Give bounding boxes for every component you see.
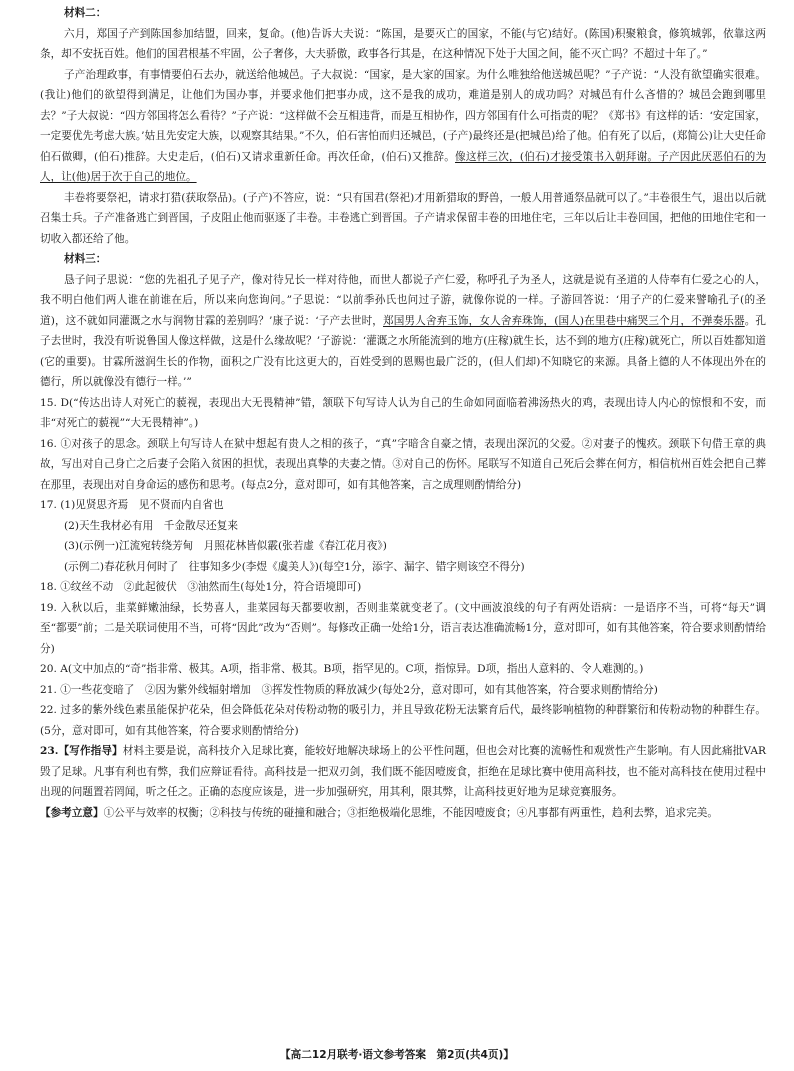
material-3-paragraph (40, 270, 766, 393)
writing-guide-text: 材料主要是说，高科技介入足球比赛，能较好地解决球场上的公平性问题，但也会对比赛的流畅性和观赏性产生影响。有人因此痛批VAR毁了足球。凡事有利也有弊，我们应辩证看待。高科技是一把双刃剑，我们既不能因噎废食，拒绝在足球比赛中使用高科技，也不能对高科技在使用过程中出现的问题置若罔闻，听之任之。正确的态度应该是，进一步加强研究，用其利，限其弊，让高科技更好地为足球竞赛服务。 (40, 745, 766, 798)
answer-19: 19. 入秋以后，韭菜鲜嫩油绿，长势喜人，韭菜园每天都要收割，否则韭菜就变老了。(文中画波浪线的句子有两处语病：一是语序不当，可将“每天”调至“都要”前；二是关联词使用不当，可将“因此”改为“否则”。每修改正确一处给1分，语言表达准确流畅1分，意对即可，如有其他答案，符合要求则酌情给分) (40, 601, 766, 655)
answer-23-reference (40, 803, 766, 824)
material-2-paragraph-2-text: 子产治理政事，有事情要伯石去办，就送给他城邑。子大叔说：“国家，是大家的国家。为什么唯独给他送城邑呢？”子产说：“人没有欲望确实很难。(我让)他们的欲望得到满足，让他们为国办事，并要求他们把事办成，这不是我的成功，难道是别人的成功吗？对城邑有什么吝惜的？城邑会跑到哪里去？”子大叔说：“四方邻国将怎么看待？”子产说：“这样做不会互相违背，而是互相协作，四方邻国有什么可指责的呢？《郑书》有这样的话：‘安定国家，一定要优先考虑大族。’姑且先安定大族，以观察其结果。”不久，伯石害怕而归还城邑，(子产)最终还是(把城邑)给了他。伯有死了以后，(郑简公)让大史任命伯石做卿，(伯石)推辞。大史走后，(伯石)又请求重新任命。再次任命，(伯石)又推辞。 (40, 68, 766, 163)
answer-16: 16. ①对孩子的思念。颈联上句写诗人在狱中想起有贵人之相的孩子，“真”字暗含自豪之情，表现出深沉的父爱。②对妻子的愧疚。颈联下句借王章的典故，写出对自己身亡之后妻子会陷入贫困的担忧，表现出真挚的夫妻之情。③对自己的伤怀。尾联写不知道自己死后会葬在何方，相信杭州百姓会把自己葬在那里，表现出对自身命运的感伤和思考。(每点2分，意对即可，如有其他答案，言之成理则酌情给分) (40, 437, 766, 491)
material-3-text-b: 。孔子去世时，我没有听说鲁国人像这样做，这是什么缘故呢？’子游说：‘灌溉之水所能流到的地方(庄稼)就生长，达不到的地方(庄稼)就死亡，所以百姓都知道(它的重要)。甘霖所滋润生长的作物，面积之广没有比这更大的，百姓受到的恩赐也最广泛的，(但人们却)不知晓它的来源。具备上德的人不体现出外在的德行，所以就像没有德行一样。’” (40, 314, 767, 388)
answer-17-2: (2)天生我材必有用 千金散尽还复来 (64, 519, 238, 532)
answer-17-3b: (示例二)春花秋月何时了 往事知多少(李煜《虞美人》)(每空1分，添字、漏字、错字则该空不得分) (64, 560, 525, 573)
reference-theme-text: ①公平与效率的权衡；②科技与传统的碰撞和融合；③拒绝极端化思维，不能因噎废食；④凡事都有两重性，趋利去弊，追求完美。 (103, 806, 718, 819)
answer-15: 15. D(“传达出诗人对死亡的藐视，表现出大无畏精神”错，颔联下句写诗人认为自己的生命如同面临着沸汤热火的鸡，表现出诗人内心的惊恨和不安，而非“对死亡的藐视”“大无畏精神”。) (40, 396, 766, 429)
answer-21: 21. ①一些花变暗了 ②因为紫外线辐射增加 ③挥发性物质的释放减少(每处2分，意对即可，如有其他答案，符合要求则酌情给分) (40, 683, 658, 696)
answer-22: 22. 过多的紫外线色素虽能保护花朵，但会降低花朵对传粉动物的吸引力，并且导致花粉无法繁育后代，最终影响植物的种群繁衍和传粉动物的种群生存。(5分，意对即可，如有其他答案，符合要求则酌情给分) (40, 704, 766, 737)
material-2-paragraph-2 (40, 65, 766, 188)
page-footer: 【高二12月联考·语文参考答案 第2页(共4页)】 (280, 1049, 514, 1061)
answer-18: 18. ①纹丝不动 ②此起彼伏 ③油然而生(每处1分，符合语境即可) (40, 581, 362, 593)
material-2-paragraph-3: 丰卷将要祭祀，请求打猎(获取祭品)。(子产)不答应，说：“只有国君(祭祀)才用新猎取的野兽，一般人用普通祭品就可以了。”丰卷很生气，退出以后就召集士兵。子产准备逃亡到晋国，子皮阻止他而驱逐了丰卷。丰卷逃亡到晋国。子产请求保留丰卷的田地住宅，三年以后让丰卷回国，把他的田地住宅和一切收入都还给了他。 (40, 191, 766, 245)
material-2-heading: 材料二： (64, 7, 107, 19)
material-3-heading: 材料三： (64, 253, 107, 265)
material-3-text-a: 恳子问子思说：“您的先祖孔子见子产，像对待兄长一样对待他，而世人都说子产仁爱，称呼孔子为圣人，这就是说有圣道的人侍奉有仁爱之心的人，我不明白他们两人谁在前谁在后，所以来向您询问。”子思说：“以前季孙氏也问过子游，就像你说的一样。子游回答说：‘用子产的仁爱来譬喻孔子(的圣道)，这不就如同灌溉之水与润物甘霖的差别吗？’康子说：‘子产去世时， (40, 273, 766, 327)
underlined-sentence: 像这样三次，(伯石)才接受策书入朝拜谢。子产因此厌恶伯石的为人，让(他)居于次于自己的地位。 (40, 150, 767, 183)
answer-17-3a: (3)(示例一)江流宛转绕芳甸 月照花林皆似霰(张若虚《春江花月夜》) (64, 540, 387, 552)
writing-guide-label: 23.【写作指导】 (40, 745, 123, 757)
answer-page (40, 3, 766, 823)
underlined-sentence: 郑国男人舍弃玉饰，女人舍弃珠饰，(国人)在里巷中痛哭三个月，不弹奏乐器 (383, 314, 745, 327)
answer-23-guide (40, 741, 766, 803)
reference-theme-label: 【参考立意】 (40, 806, 104, 819)
answer-20: 20. A(文中加点的“奇”指非常、极其。A项，指非常、极其。B项，指罕见的。C项，指惊异。D项，指出人意料的、令人难测的。) (40, 663, 644, 675)
material-2-paragraph-1: 六月，郑国子产到陈国参加结盟，回来，复命。(他)告诉大夫说：“陈国，是要灭亡的国家，不能(与它)结好。(陈国)积聚粮食，修筑城郭，依靠这两条，却不安抚百姓。他们的国君根基不牢固，公子奢侈，大夫骄傲，政事各行其是，在这种情况下处于大国之间，能不灭亡吗？不超过十年了。” (40, 27, 766, 60)
answer-17-1: 17. (1)见贤思齐焉 见不贤而内自省也 (40, 499, 224, 511)
